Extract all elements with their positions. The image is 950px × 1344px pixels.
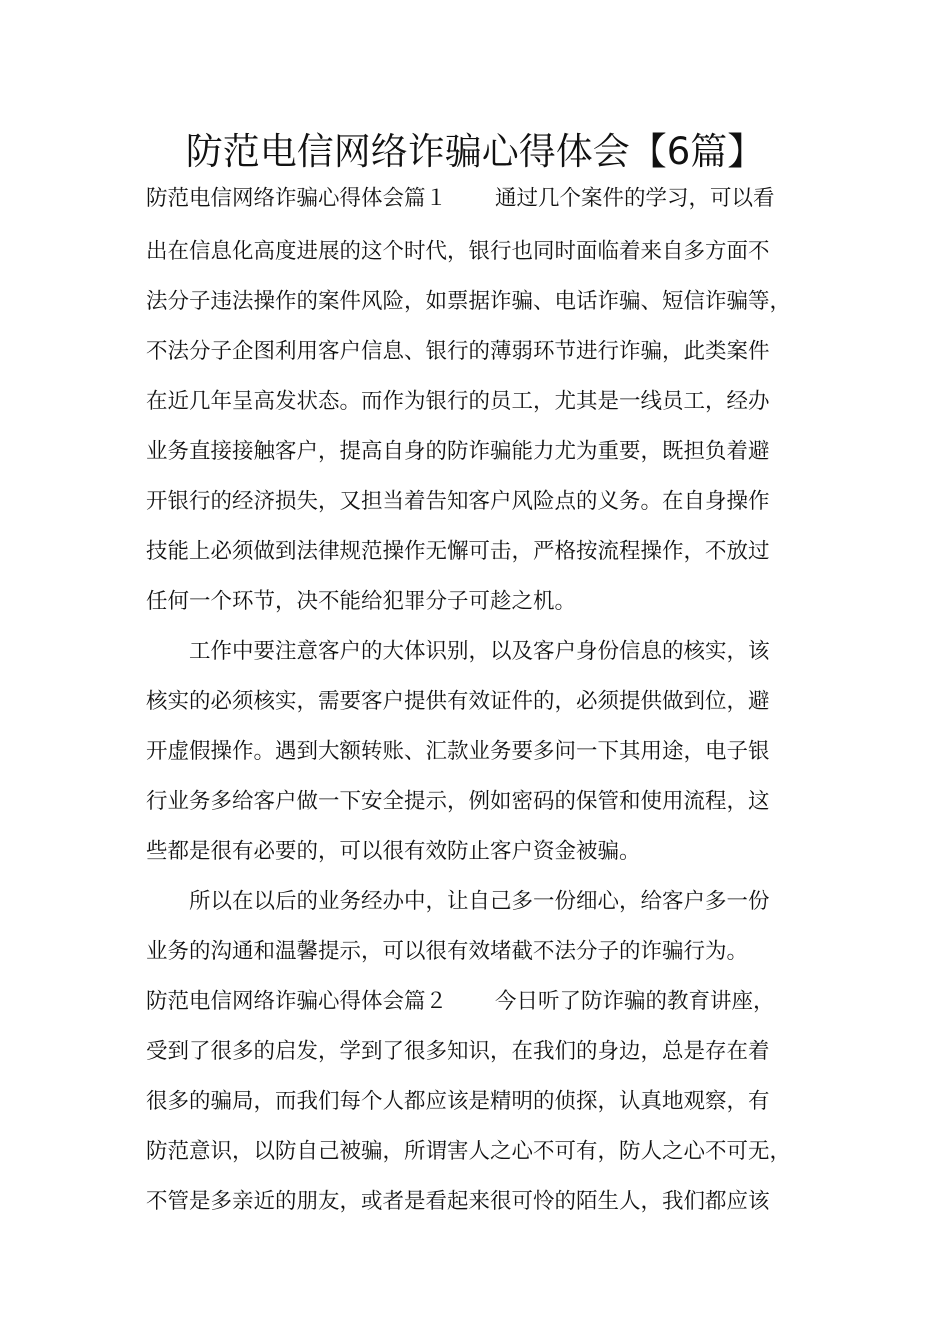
text-line: 技能上必须做到法律规范操作无懈可击，严格按流程操作，不放过 <box>146 539 770 564</box>
text-line: 行业务多给客户做一下安全提示，例如密码的保管和使用流程，这 <box>146 789 770 814</box>
text-line-content: 通过几个案件的学习，可以看 <box>495 186 775 211</box>
text-line: 工作中要注意客户的大体识别，以及客户身份信息的核实，该 <box>189 639 770 664</box>
text-line: 业务的沟通和温馨提示，可以很有效堵截不法分子的诈骗行为。 <box>146 939 749 964</box>
text-line: 核实的必须核实，需要客户提供有效证件的，必须提供做到位，避 <box>146 689 770 714</box>
text-line: 开虚假操作。遇到大额转账、汇款业务要多问一下其用途，电子银 <box>146 739 770 764</box>
section-heading: 防范电信网络诈骗心得体会篇２ <box>146 989 448 1014</box>
text-line <box>146 183 836 215</box>
text-line: 业务直接接触客户，提高自身的防诈骗能力尤为重要，既担负着避 <box>146 439 770 464</box>
text-line: 受到了很多的启发，学到了很多知识，在我们的身边，总是存在着 <box>146 1039 770 1064</box>
text-line: 法分子违法操作的案件风险，如票据诈骗、电话诈骗、短信诈骗等， <box>146 289 792 314</box>
text-line-content: 今日听了防诈骗的教育讲座， <box>495 989 775 1014</box>
text-line: 不管是多亲近的朋友，或者是看起来很可怜的陌生人，我们都应该 <box>146 1189 770 1214</box>
text-line: 任何一个环节，决不能给犯罪分子可趁之机。 <box>146 589 577 614</box>
text-line: 些都是很有必要的，可以很有效防止客户资金被骗。 <box>146 839 641 864</box>
text-line: 所以在以后的业务经办中，让自己多一份细心，给客户多一份 <box>189 889 770 914</box>
text-line: 出在信息化高度进展的这个时代，银行也同时面临着来自多方面不 <box>146 239 770 264</box>
document-title: 防范电信网络诈骗心得体会【6篇】 <box>185 130 765 173</box>
text-line: 不法分子企图利用客户信息、银行的薄弱环节进行诈骗，此类案件 <box>146 339 770 364</box>
text-line: 很多的骗局，而我们每个人都应该是精明的侦探，认真地观察，有 <box>146 1089 770 1114</box>
text-line <box>146 986 836 1018</box>
text-line: 在近几年呈高发状态。而作为银行的员工，尤其是一线员工，经办 <box>146 389 770 414</box>
text-line: 开银行的经济损失，又担当着告知客户风险点的义务。在自身操作 <box>146 489 770 514</box>
text-line: 防范意识，以防自己被骗，所谓害人之心不可有，防人之心不可无， <box>146 1139 792 1164</box>
section-heading: 防范电信网络诈骗心得体会篇１ <box>146 186 448 211</box>
